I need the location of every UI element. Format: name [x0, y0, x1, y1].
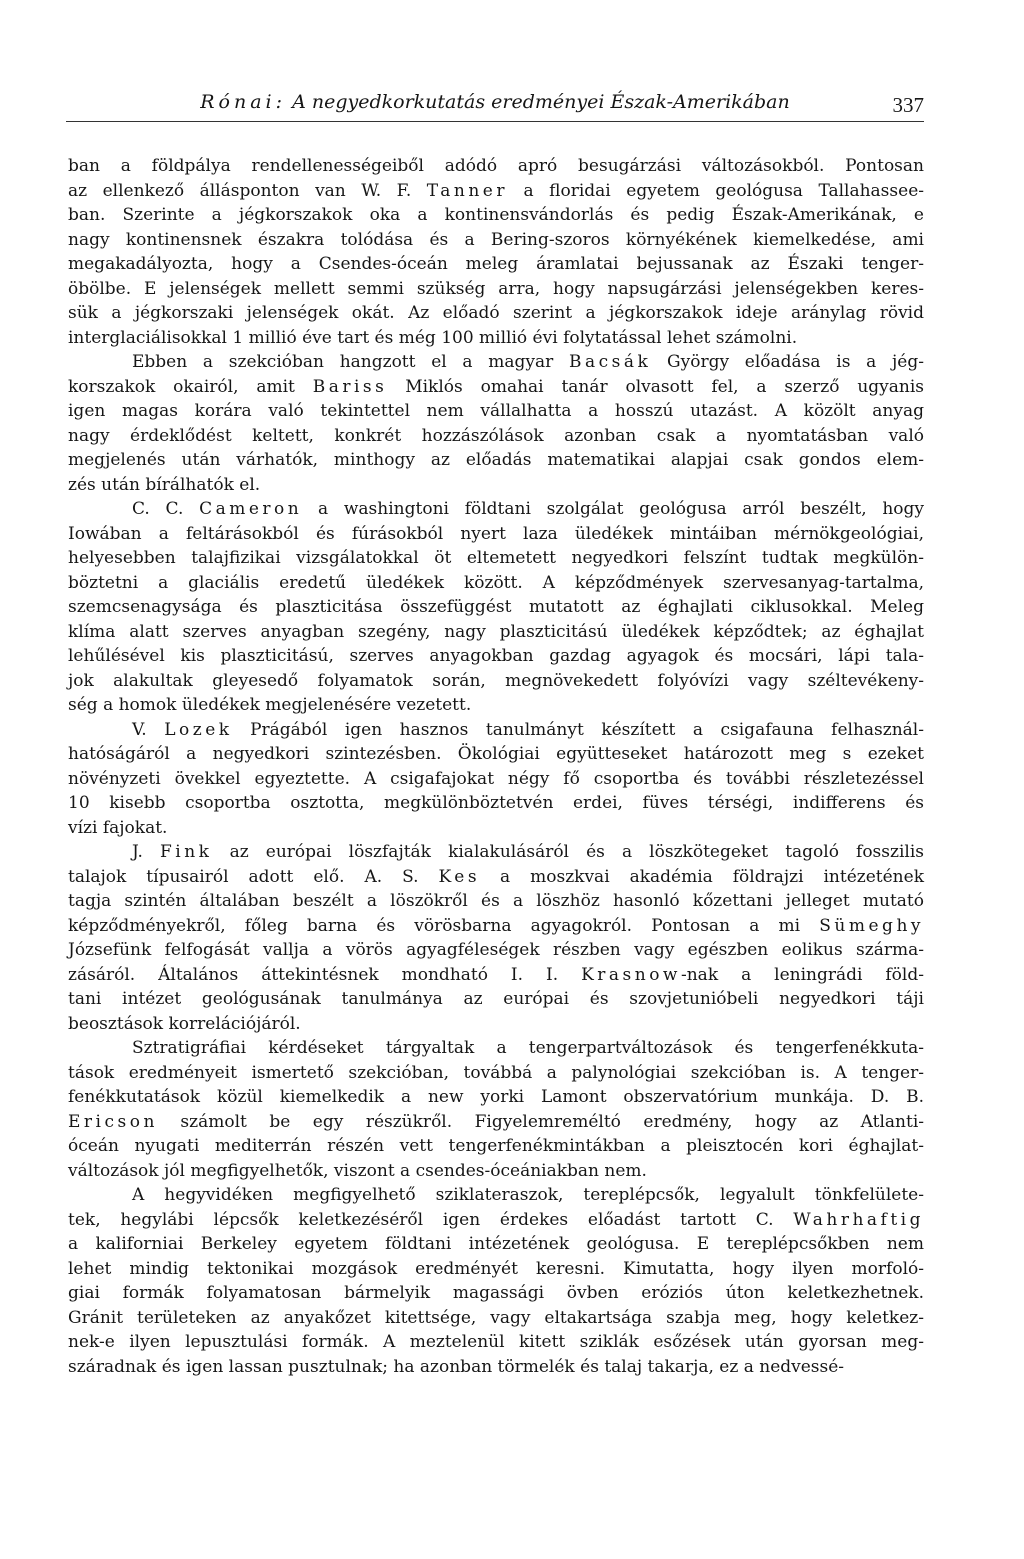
text-run: megakadályozta, hogy a Csendes-óceán meleg áramlatai bejussanak az Északi tenger-	[68, 254, 924, 274]
text-run: 10 kisebb csoportba osztotta, megkülönböztetvén erdei, füves térségi, indifferens és	[68, 793, 924, 813]
text-line	[68, 742, 924, 767]
text-run: az ellenkező állásponton van W. F.	[68, 180, 427, 201]
text-line	[68, 987, 924, 1012]
text-run: J.	[132, 842, 160, 862]
text-run: Józsefünk felfogását vallja a vörös agyagféleségek részben vagy egészben eolikus szárma-	[68, 940, 924, 960]
text-run: vízi fajokat.	[68, 817, 168, 838]
text-line	[68, 1085, 924, 1110]
text-run: klíma alatt szerves anyagban szegény, nagy plaszticitású üledékek képződtek; az éghajlat	[68, 621, 924, 642]
spaced-name: Sümeghy	[819, 915, 924, 936]
text-run: szemcsenagysága és plaszticitása összefüggést mutatott az éghajlati ciklusokkal. Meleg	[68, 597, 924, 617]
body-text	[68, 154, 924, 1379]
text-line	[68, 1012, 924, 1037]
text-run: zés után bírálhatók el.	[68, 474, 261, 495]
text-line	[68, 1281, 924, 1306]
text-run: A hegyvidéken megfigyelhető sziklateraszok, tereplépcsők, legyalult tönkfelülete-	[132, 1185, 924, 1205]
text-line	[68, 938, 924, 963]
spaced-name: Kes	[438, 866, 481, 887]
text-run: nek-e ilyen lepusztulási formák. A meztelenül kitett sziklák esőzések után gyorsan meg-	[68, 1332, 924, 1352]
text-line	[68, 203, 924, 228]
spaced-name: Cameron	[199, 499, 303, 519]
text-line	[68, 644, 924, 669]
text-line	[68, 1257, 924, 1282]
text-line	[68, 1208, 924, 1233]
header-author: Rónai:	[200, 91, 287, 113]
text-run: tek, hegylábi lépcsők keletkezéséről igen érdekes előadást tartott C.	[68, 1209, 794, 1230]
spaced-name: Bacsák	[569, 352, 652, 372]
text-line	[68, 669, 924, 694]
text-line	[68, 350, 924, 375]
text-line	[68, 1159, 924, 1184]
text-run: lehűlésével kis plaszticitású, szerves anyagokban gazdag agyagok és mocsári, lápi tala-	[68, 646, 924, 666]
text-line	[68, 791, 924, 816]
text-run: sük a jégkorszaki jelenségek okát. Az előadó szerint a jégkorszakok ideje aránylag rövid	[68, 303, 924, 323]
text-run: Sztratigráfiai kérdéseket tárgyaltak a tengerpartváltozások és tengerfenékkuta-	[132, 1038, 924, 1058]
text-line	[68, 375, 924, 400]
text-line	[68, 889, 924, 914]
text-line	[68, 473, 924, 498]
text-run: óceán nyugati mediterrán részén vett tengerfenékmintákban a pleisztocén kori éghajlat-	[68, 1136, 924, 1156]
text-run: hatóságáról a negyedkori szintezésben. Ökológiai együtteseket határozott meg s ezeket	[68, 744, 924, 764]
text-line	[68, 228, 924, 253]
text-run: helyesebben talajfizikai vizsgálatokkal öt eltemetett negyedkori felszínt tudtak megkülön-	[68, 548, 924, 568]
text-run: a kaliforniai Berkeley egyetem földtani intézetének geológusa. E tereplépcsőkben nem	[68, 1234, 924, 1254]
text-line	[68, 546, 924, 571]
text-line	[68, 914, 924, 939]
text-line	[68, 1355, 924, 1380]
text-run: böztetni a glaciális eredetű üledékek között. A képződmények szervesanyag-tartalma,	[68, 572, 924, 593]
text-line	[68, 326, 924, 351]
header-title: A negyedkorkutatás eredményei Észak-Amerikában	[292, 91, 790, 113]
text-line	[68, 816, 924, 841]
text-run: száradnak és igen lassan pusztulnak; ha azonban törmelék és talaj takarja, ez a nedvessé-	[68, 1356, 845, 1377]
page-number: 337	[892, 93, 924, 117]
text-line	[68, 693, 924, 718]
text-run: nagy kontinensnek északra tolódása és a Bering-szoros környékének kiemelkedése, ami	[68, 229, 924, 250]
text-run: nagy érdeklődést keltett, konkrét hozzászólások azonban csak a nyomtatásban való	[68, 425, 924, 446]
text-line	[68, 277, 924, 302]
text-run: képződményekről, főleg barna és vörösbarna agyagokról. Pontosan a mi	[68, 915, 820, 936]
text-run: öbölbe. E jelenségek mellett semmi szükség arra, hogy napsugárzási jelenségekben keres-	[68, 278, 924, 299]
text-run: korszakok okairól, amit	[68, 376, 313, 397]
text-run: a floridai egyetem geológusa Tallahassee-	[508, 180, 924, 201]
header-title-line	[66, 89, 924, 115]
text-line	[68, 595, 924, 620]
text-line	[68, 620, 924, 645]
text-run: lehet mindig tektonikai mozgások eredményét keresni. Kimutatta, hogy ilyen morfoló-	[68, 1258, 924, 1279]
text-run: György előadása is a jég-	[651, 352, 924, 372]
text-line	[68, 399, 924, 424]
text-line	[68, 497, 924, 522]
text-line	[68, 1330, 924, 1355]
text-line	[68, 448, 924, 473]
text-run: Ebben a szekcióban hangzott el a magyar	[132, 352, 570, 372]
text-run: Gránit területeken az anyakőzet kitettsége, vagy eltakartsága szabja meg, hogy keletkez-	[68, 1307, 924, 1328]
text-run: -nak a leningrádi föld-	[680, 964, 924, 985]
text-line	[68, 179, 924, 204]
spaced-name: Bariss	[312, 376, 388, 397]
text-line	[68, 865, 924, 890]
text-run: giai formák folyamatosan bármelyik magassági övben eróziós úton keletkezhetnek.	[68, 1283, 924, 1303]
text-run: fenékkutatások közül kiemelkedik a new yorki Lamont obszervatórium munkája. D. B.	[68, 1087, 924, 1107]
text-run: tások eredményeit ismertető szekcióban, továbbá a palynológiai szekcióban is. A tenger-	[68, 1062, 924, 1083]
spaced-name: Fink	[160, 842, 213, 862]
text-line	[68, 252, 924, 277]
text-line	[68, 1232, 924, 1257]
text-run: Miklós omahai tanár olvasott fel, a szerző ugyanis	[387, 376, 924, 397]
text-line	[68, 522, 924, 547]
text-run: ban a földpálya rendellenességeiből adódó apró besugárzási változásokból. Pontosan	[68, 156, 924, 176]
text-run: talajok típusairól adott elő. A. S.	[68, 866, 439, 887]
text-line	[68, 767, 924, 792]
text-run: zásáról. Általános áttekintésnek mondható I. I.	[68, 964, 582, 985]
text-line	[68, 301, 924, 326]
text-line	[68, 1061, 924, 1086]
text-run: a washingtoni földtani szolgálat geológusa arról beszélt, hogy	[302, 499, 925, 519]
spaced-name: Ericson	[68, 1111, 158, 1132]
text-run: az európai löszfajták kialakulásáról és a löszkötegeket tagoló fosszilis	[212, 842, 924, 862]
text-run: interglaciálisokkal 1 millió éve tart és még 100 millió évi folytatással lehet számolni.	[68, 327, 798, 348]
text-run: ség a homok üledékek megjelenésére vezetett.	[68, 695, 472, 715]
spaced-name: Krasnow	[581, 964, 681, 985]
text-run: V.	[132, 719, 165, 740]
text-run: a moszkvai akadémia földrajzi intézetének	[480, 866, 924, 887]
text-line	[68, 571, 924, 596]
text-line	[68, 1110, 924, 1135]
text-line	[68, 840, 924, 865]
text-run: Iowában a feltárásokból és fúrásokból nyert laza üledékek mintáiban mérnökgeológiai,	[68, 523, 924, 544]
text-line	[68, 1183, 924, 1208]
spaced-name: Lozek	[164, 719, 233, 740]
spaced-name: Tanner	[426, 180, 508, 201]
text-run: tani intézet geológusának tanulmánya az európai és szovjetunióbeli negyedkori táji	[68, 989, 924, 1009]
text-run: beosztások korrelációjáról.	[68, 1013, 301, 1034]
text-run: tagja szintén általában beszélt a löszökről és a löszhöz hasonló kőzettani jelleget mutató	[68, 891, 924, 911]
spaced-name: Wahrhaftig	[793, 1209, 924, 1230]
text-run: számolt be egy részükről. Figyelemreméltó eredmény, hogy az Atlanti-	[157, 1111, 924, 1132]
text-run: jok alakultak gleyesedő folyamatok során, megnövekedett folyóvízi vagy széltevékeny-	[68, 670, 924, 691]
text-line	[68, 718, 924, 743]
text-run: C. C.	[132, 499, 200, 519]
text-line	[68, 424, 924, 449]
running-header	[66, 89, 924, 122]
text-run: változások jól megfigyelhetők, viszont a csendes-óceániakban nem.	[68, 1160, 647, 1181]
text-run: igen magas korára való tekintettel nem vállalhatta a hosszú utazást. A közölt anyag	[68, 401, 924, 421]
text-line	[68, 1306, 924, 1331]
text-run: ban. Szerinte a jégkorszakok oka a kontinensvándorlás és pedig Észak-Amerikának, e	[68, 205, 924, 225]
text-line	[68, 963, 924, 988]
text-line	[68, 1036, 924, 1061]
text-line	[68, 1134, 924, 1159]
text-run: megjelenés után várhatók, minthogy az előadás matematikai alapjai csak gondos elem-	[68, 450, 924, 470]
text-line	[68, 154, 924, 179]
text-run: Prágából igen hasznos tanulmányt készített a csigafauna felhasznál-	[232, 719, 924, 740]
text-run: növényzeti övekkel egyeztette. A csigafajokat négy fő csoportba és további részletezéssel	[68, 768, 924, 789]
